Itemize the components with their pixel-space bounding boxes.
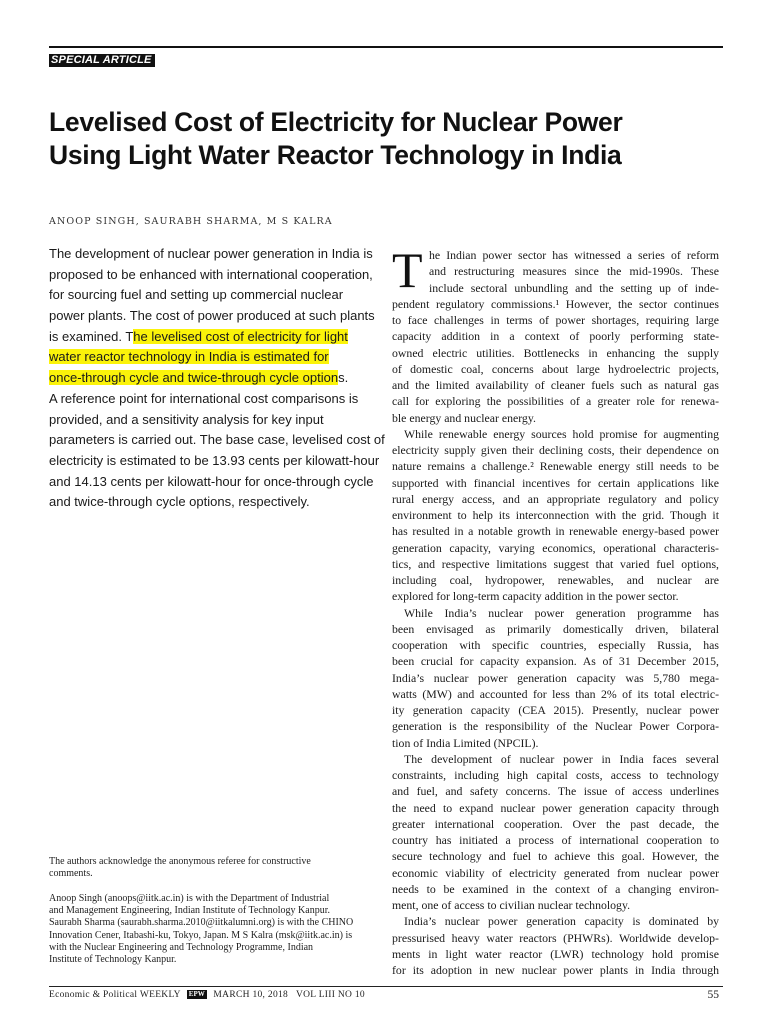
abstract-text: provided, and a sensitivity analysis for key input	[49, 411, 324, 427]
note-line: Saurabh Sharma (saurabh.sharma.2010@iitkalumni.org) is with the CHINO	[49, 917, 354, 929]
body-line: environment to help its interconnection with the grid. Though it	[392, 508, 719, 522]
highlighted-text: water reactor technology in India is estimated for	[49, 349, 329, 365]
abstract-text: and 14.13 cents per kilowatt-hour for once-through cycle	[49, 473, 374, 489]
body-line: While renewable energy sources hold promise for augmenting	[404, 426, 719, 441]
abstract-text: electricity is estimated to be 13.93 cents per kilowatt-hour	[49, 452, 380, 468]
article-title	[49, 106, 709, 172]
journal-name: Economic & Political WEEKLY	[49, 990, 181, 1000]
issue-volume: VOL LIII NO 10	[295, 990, 365, 1000]
body-line: electricity supply given their declining costs, their dependence on	[392, 443, 719, 457]
body-line: including coal, hydropower, renewables, and nuclear are	[392, 573, 719, 587]
body-line: to face challenges in terms of power shortages, requiring large	[392, 313, 719, 327]
body-line: tion of India Limited (NPCIL).	[392, 735, 539, 750]
body-line: nature remains a challenge.² Renewable energy still needs to be	[392, 459, 719, 474]
body-line: generation capacity, varying economics, operational characteris-	[392, 540, 719, 555]
abstract	[49, 244, 385, 513]
author-affiliations	[49, 893, 379, 966]
abstract-line	[49, 265, 379, 286]
body-line: owned electric utilities. Bottlenecks in enhancing the supply	[392, 345, 719, 360]
abstract-line	[49, 306, 379, 327]
body-line: constraints, including high capital costs, access to technology	[392, 768, 719, 782]
abstract-text: The development of nuclear power generation in India is	[49, 246, 373, 261]
body-line: ments in light water reactor (LWR) technology hold promise	[392, 946, 719, 961]
article-body	[392, 242, 719, 978]
body-line: and fuel, and safety concerns. The issue of access underlines	[392, 784, 719, 799]
body-line: has resulted in a notable growth in renewable energy-based power	[392, 524, 719, 539]
body-line: call for exploring the possibilities of a greater role for renewa-	[392, 394, 719, 409]
abstract-line	[49, 347, 379, 368]
body-line: include sectoral unbundling and the setting up of inde-	[429, 280, 719, 295]
body-line: the need to expand nuclear power generation capacity through	[392, 800, 719, 815]
body-line: greater international cooperation. Over the past decade, the	[392, 816, 719, 831]
note-line: and Management Engineering, Indian Institute of Technology Kanpur.	[49, 905, 330, 917]
body-line: and the limited availability of cleaner fuels such as natural gas	[392, 378, 719, 392]
abstract-text: for sourcing fuel and setting up commercial nuclear	[49, 287, 344, 303]
abstract-line	[49, 410, 379, 431]
epw-logo: EPW	[188, 990, 205, 998]
body-line: India’s nuclear power generation capacity was 5,780 mega-	[392, 670, 719, 685]
abstract-line	[49, 451, 379, 472]
note-line: comments.	[49, 868, 93, 880]
body-line: explored for long-term capacity addition in the power sector.	[392, 589, 679, 604]
body-line: pressurised heavy water reactors (PHWRs). Worldwide develop-	[392, 930, 719, 945]
abstract-text: s.	[338, 370, 349, 386]
body-line: India’s nuclear power generation capacity is dominated by	[404, 914, 719, 929]
highlighted-text: once-through cycle and twice-through cycle option	[49, 370, 339, 386]
body-line: generation is the responsibility of the Nuclear Power Corpora-	[392, 719, 719, 734]
author-byline: ANOOP SINGH, SAURABH SHARMA, M S KALRA	[49, 216, 333, 227]
highlighted-text: he levelised cost of electricity for light	[133, 328, 348, 344]
page-footer	[49, 990, 723, 1004]
body-line: The development of nuclear power in India faces several	[404, 751, 719, 766]
abstract-line	[49, 430, 385, 451]
abstract-line	[49, 244, 379, 265]
acknowledgement-note	[49, 856, 379, 880]
body-line: for its adoption in new nuclear power plants in India through	[392, 963, 719, 977]
title-line: Using Light Water Reactor Technology in India	[49, 140, 622, 170]
body-line: tics, and respective limitations suggest that varied fuel options,	[392, 556, 719, 571]
abstract-text: and twice-through cycle options, respectively.	[49, 494, 310, 510]
issue-date: MARCH 10, 2018	[213, 990, 289, 1000]
abstract-line	[49, 327, 379, 348]
body-line: needs to be examined in the context of a changing environ-	[392, 881, 719, 896]
body-line: he Indian power sector has witnessed a series of reform	[429, 248, 719, 262]
body-line: secure technology and fuel to achieve this goal. However, the	[392, 849, 719, 864]
body-line: rural energy access, and an appropriate regulatory and policy	[392, 491, 719, 506]
body-line: While India’s nuclear power generation programme has	[404, 605, 719, 620]
abstract-line	[49, 472, 379, 493]
drop-cap: T	[392, 242, 423, 298]
note-line: with the Nuclear Engineering and Technology Programme, Indian	[49, 941, 314, 953]
body-line: ment, one of access to civilian nuclear technology.	[392, 898, 631, 912]
body-line: been envisaged as primarily domestically driven, bilateral	[392, 621, 719, 636]
body-line: country has initiated a process of international cooperation to	[392, 833, 719, 847]
body-line: economic viability of electricity generated from nuclear power	[392, 865, 719, 880]
page-number: 55	[707, 989, 719, 1001]
note-line: Innovation Cener, Itabashi-ku, Tokyo, Japan. M S Kalra (msk@iitk.ac.in) is	[49, 929, 353, 941]
note-line: Anoop Singh (anoops@iitk.ac.in) is with the Department of Industrial	[49, 893, 330, 904]
body-line: and restructuring measures since the mid-1990s. These	[429, 264, 719, 279]
abstract-line	[49, 492, 379, 513]
body-line: pendent regulatory commissions.¹ However, the sector continues	[392, 296, 719, 311]
body-line: ble energy and nuclear energy.	[392, 410, 536, 425]
footer-rule	[49, 986, 723, 987]
note-line: The authors acknowledge the anonymous referee for constructive	[49, 856, 311, 867]
body-line: watts (MW) and accounted for less than 2% of its total electric-	[392, 686, 719, 701]
abstract-text: proposed to be enhanced with international cooperation,	[49, 266, 373, 282]
abstract-line	[49, 285, 379, 306]
body-line: supported with financial incentives for certain applications like	[392, 475, 719, 490]
body-line: of domestic coal, concerns about large hydroelectric projects,	[392, 361, 719, 376]
title-line: Levelised Cost of Electricity for Nuclear Power	[49, 107, 623, 137]
body-line: ity generation capacity (CEA 2015). Presently, nuclear power	[392, 703, 719, 717]
abstract-text: A reference point for international cost comparisons is	[49, 390, 359, 406]
abstract-line	[49, 389, 379, 410]
body-line: cooperation with specific countries, especially Russia, has	[392, 638, 719, 652]
section-label: SPECIAL ARTICLE	[49, 54, 155, 67]
section-header	[49, 46, 723, 66]
body-line: been crucial for capacity expansion. As of 31 December 2015,	[392, 654, 719, 669]
note-line: Institute of Technology Kanpur.	[49, 954, 177, 966]
abstract-line	[49, 368, 379, 389]
abstract-text: parameters is carried out. The base case, levelised cost of	[49, 432, 385, 448]
body-line: capacity addition in a context of poorly performing state-	[392, 329, 719, 344]
abstract-text: power plants. The cost of power produced at such plants	[49, 308, 375, 324]
abstract-text: is examined. T	[49, 328, 134, 344]
